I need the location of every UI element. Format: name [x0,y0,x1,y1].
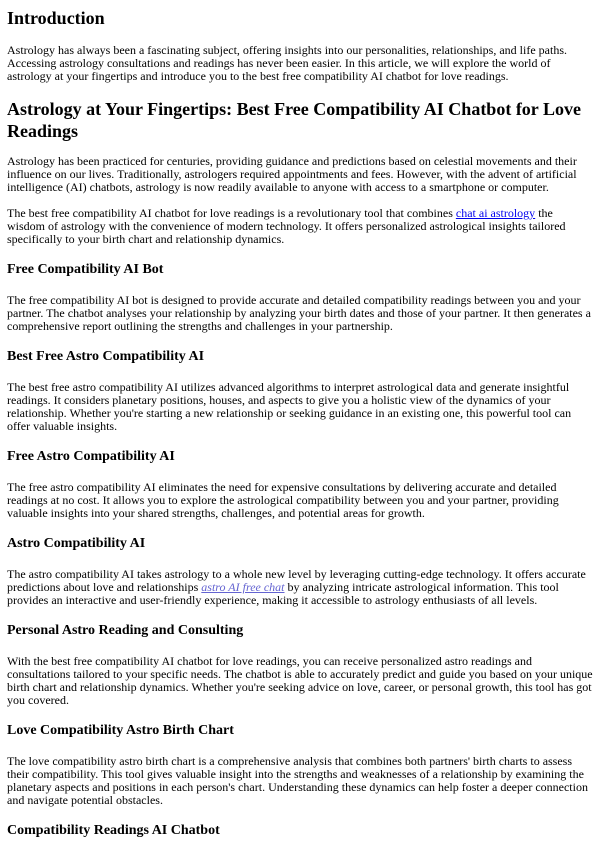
article-title: Astrology at Your Fingertips: Best Free Compatibility AI Chatbot for Love Readings [7,99,581,141]
intro-paragraph: Astrology has always been a fascinating subject, offering insights into our personalities, relationships, and life paths. Accessing astrology consultations and readings has never been easier. In this article, we will explore the world of astrology at your fingertips and introduce you to the best free compatibility AI chatbot for love readings. [7,43,567,83]
section-paragraph: With the best free compatibility AI chatbot for love readings, you can receive personalized astro readings and consultations tailored to your specific needs. The chatbot is able to accurately predict and guide you based on your unique birth chart and relationship dynamics. Whether you're seeking advice on love, career, or personal growth, this tool has got you covered. [7,654,593,707]
section-heading-free-compatibility-ai-bot: Free Compatibility AI Bot [7,262,164,277]
paragraph-text: The best free compatibility AI chatbot for love readings is a revolutionary tool that combines [7,206,456,220]
article-paragraph-1: Astrology has been practiced for centuries, providing guidance and predictions based on celestial movements and their influence on our lives. Traditionally, astrologers required appointments and fees. However, with the advent of artificial intelligence (AI) chatbots, astrology is now readily available to anyone with access to a smartphone or computer. [7,154,577,194]
paragraph-text: the wisdom of astrology with the convenience of modern technology. It offers personalized astrological insights tailored specifically to your birth chart and relationship dynamics. [7,206,566,246]
section-paragraph: The best free astro compatibility AI utilizes advanced algorithms to interpret astrological data and generate insightful readings. It considers planetary positions, houses, and aspects to give you a holistic view of the dynamics of your relationship. Whether you're starting a new relationship or seeking guidance in an existing one, this powerful tool can offer valuable insights. [7,380,572,433]
section-paragraph [7,568,593,607]
section-paragraph: The free astro compatibility AI eliminates the need for expensive consultations by delivering accurate and detailed readings at no cost. It allows you to explore the astrological compatibility between you and your partner, providing valuable insights into your shared strengths, challenges, and potential areas for growth. [7,480,559,520]
paragraph-text: by analyzing intricate astrological information. This tool provides an interactive and user-friendly experience, making it accessible to astrology enthusiasts of all levels. [7,580,559,607]
astro-ai-free-chat-link[interactable]: astro AI free chat [201,580,285,594]
section-heading-free-astro-compatibility-ai: Free Astro Compatibility AI [7,449,175,464]
intro-heading: Introduction [7,8,105,28]
section-paragraph: The love compatibility astro birth chart is a comprehensive analysis that combines both partners' birth charts to assess their compatibility. This tool gives valuable insight into the strengths and weaknesses of a relationship by examining the planetary aspects and positions in each person's chart. Understanding these dynamics can help foster a deeper connection and navigate potential obstacles. [7,754,588,807]
chat-ai-astrology-link[interactable]: chat ai astrology [455,206,536,220]
paragraph-text: The astro compatibility AI takes astrology to a whole new level by leveraging cutting-edge technology. It offers accurate predictions about love and relationships [7,567,586,594]
section-heading-astro-compatibility-ai: Astro Compatibility AI [7,536,146,551]
section-paragraph: The free compatibility AI bot is designed to provide accurate and detailed compatibility readings between you and your partner. The chatbot analyses your relationship by analyzing your birth dates and those of your partner. It then generates a comprehensive report outlining the strengths and challenges in your partnership. [7,293,591,333]
section-heading-compatibility-readings-ai-chatbot: Compatibility Readings AI Chatbot [7,823,220,838]
section-heading-love-compatibility-astro-birth-chart: Love Compatibility Astro Birth Chart [7,723,234,738]
section-heading-best-free-astro-compatibility-ai: Best Free Astro Compatibility AI [7,349,205,364]
section-heading-personal-astro-reading-and-consulting: Personal Astro Reading and Consulting [7,623,244,638]
article-paragraph-2 [7,207,593,246]
